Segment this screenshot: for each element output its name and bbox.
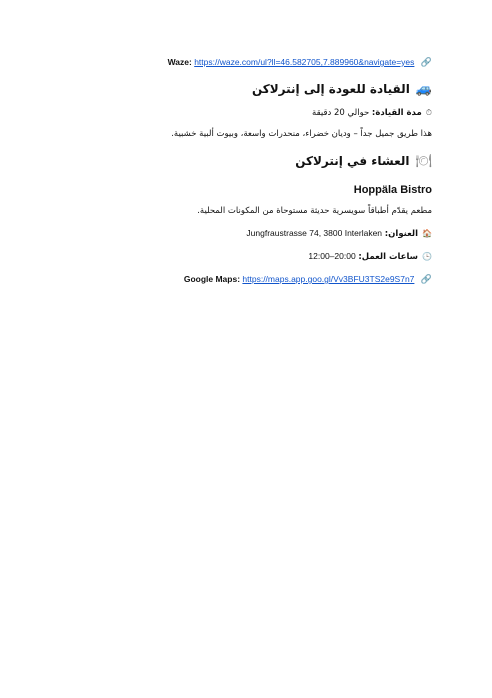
restaurant-description: مطعم يقدّم أطباقاً سويسرية حديثة مستوحاة من المكونات المحلية. — [197, 206, 432, 216]
maps-label: Google Maps: — [183, 274, 241, 284]
plate-icon: 🍽 — [415, 154, 432, 169]
stopwatch-icon: ⏱ — [425, 108, 432, 117]
waze-label: Waze: — [167, 57, 192, 67]
address-line — [130, 227, 432, 240]
drive-back-heading — [130, 80, 432, 99]
hours-line — [130, 250, 432, 263]
link-clip-icon: 🔗 — [420, 274, 432, 284]
clock-icon: 🕒 — [422, 252, 432, 261]
car-icon: 🚙 — [415, 82, 432, 97]
link-clip-icon: 🔗 — [420, 57, 432, 67]
maps-link[interactable]: https://maps.app.goo.gl/Vv3BFU3TS2e9S7n7 — [242, 274, 415, 284]
maps-link-line — [130, 273, 432, 285]
waze-link[interactable]: https://waze.com/ul?ll=46.582705,7.889960&navigate=yes — [194, 57, 415, 67]
drive-duration-line — [130, 107, 432, 119]
hours-value: 12:00–20:00 — [308, 251, 356, 261]
document-content — [130, 52, 432, 285]
hours-label: ساعات العمل: — [358, 252, 419, 262]
drive-back-heading-text: القيادة للعودة إلى إنترلاكن — [251, 82, 410, 96]
drive-description: هذا طريق جميل جداً – وديان خضراء، منحدرات واسعة، وبيوت ألبية خشبية. — [171, 129, 432, 139]
restaurant-name: Hoppäla Bistro — [353, 184, 432, 196]
address-value: Jungfraustrasse 74, 3800 Interlaken — [246, 228, 383, 238]
house-icon: 🏠 — [422, 229, 432, 238]
address-label: العنوان: — [384, 229, 419, 239]
dinner-heading — [130, 152, 432, 171]
dinner-heading-text: العشاء في إنترلاكن — [295, 154, 410, 168]
drive-duration-label: مدة القيادة: — [371, 108, 422, 118]
drive-duration-value: حوالي 20 دقيقة — [312, 108, 370, 118]
waze-link-line — [130, 56, 432, 68]
